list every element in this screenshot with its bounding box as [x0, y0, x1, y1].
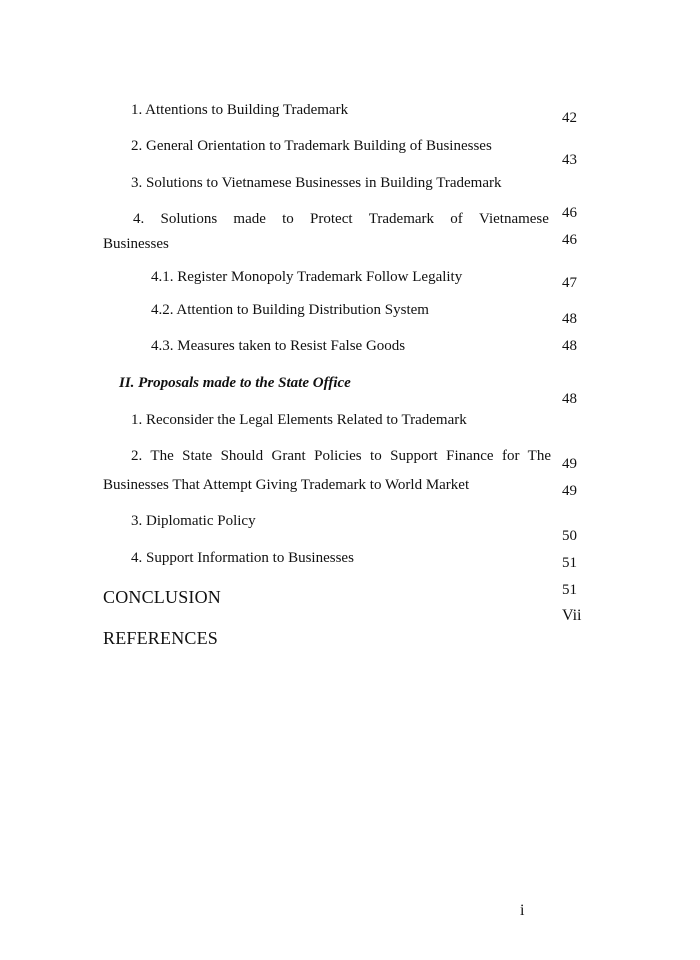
toc-entry-general-orientation: 2. General Orientation to Trademark Building of Businesses — [131, 138, 492, 154]
toc-entry-resist-false-goods: 4.3. Measures taken to Resist False Goods — [151, 338, 406, 354]
toc-page-num: 46 — [562, 205, 577, 221]
word: to — [282, 211, 294, 227]
toc-entry-grant-policies-line2: Businesses That Attempt Giving Trademark to World Market — [103, 477, 470, 493]
toc-entry-register-monopoly: 4.1. Register Monopoly Trademark Follow Legality — [151, 269, 463, 285]
toc-entry-attentions-building-trademark: 1. Attentions to Building Trademark — [131, 102, 349, 118]
word: 4. — [133, 211, 145, 227]
toc-entry-diplomatic-policy: 3. Diplomatic Policy — [131, 513, 256, 529]
toc-page-num: 46 — [562, 232, 577, 248]
toc-page-num: 48 — [562, 338, 577, 354]
word: Solutions — [160, 211, 218, 227]
toc-page-num: 49 — [562, 456, 577, 472]
word: Protect — [310, 211, 353, 227]
page-number: i — [520, 902, 525, 919]
toc-entry-distribution-system: 4.2. Attention to Building Distribution System — [151, 302, 429, 318]
toc-entry-solutions-vietnamese-businesses: 3. Solutions to Vietnamese Businesses in Building Trademark — [131, 175, 502, 191]
toc-page-num: 50 — [562, 528, 577, 544]
toc-entry-references: REFERENCES — [103, 628, 219, 648]
toc-page-num: 47 — [562, 275, 577, 291]
toc-entry-support-information: 4. Support Information to Businesses — [131, 550, 354, 566]
toc-page-num: 48 — [562, 391, 577, 407]
toc-entry-legal-elements: 1. Reconsider the Legal Elements Related to Trademark — [131, 412, 467, 428]
toc-entry-conclusion: CONCLUSION — [103, 587, 222, 607]
toc-entry-protect-trademark-line1 — [103, 210, 549, 228]
word: made — [233, 211, 266, 227]
toc-page-num: 48 — [562, 311, 577, 327]
word: Trademark — [368, 211, 435, 227]
toc-section-heading-proposals: II. Proposals made to the State Office — [119, 375, 351, 391]
toc-page-num: Vii — [562, 607, 582, 624]
toc-page-num: 43 — [562, 152, 577, 168]
toc-page-num: 49 — [562, 483, 577, 499]
toc-entry-protect-trademark-line2: Businesses — [103, 236, 169, 252]
word: of — [450, 211, 463, 227]
toc-entry-grant-policies-line1: 2. The State Should Grant Policies to Support Finance for The — [131, 448, 551, 464]
word: Vietnamese — [479, 211, 549, 227]
toc-page-num: 42 — [562, 110, 577, 126]
toc-page-num: 51 — [562, 555, 577, 571]
toc-page-num: 51 — [562, 582, 577, 598]
